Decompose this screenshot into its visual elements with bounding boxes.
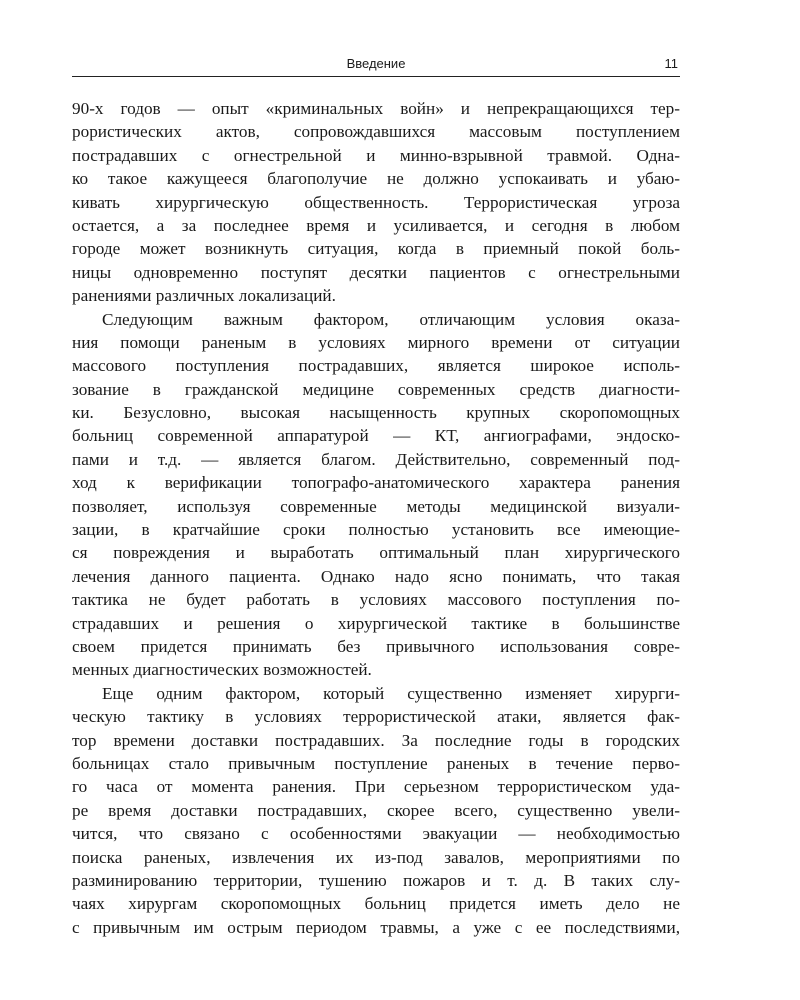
- text-line: зации, в кратчайшие сроки полностью установить все имеющие-: [72, 520, 680, 540]
- running-head: [72, 54, 680, 76]
- text-line: пострадавших с огнестрельной и минно-взрывной травмой. Одна-: [72, 145, 680, 165]
- header-rule: [72, 76, 680, 77]
- text-line: лечения данного пациента. Однако надо ясно понимать, что такая: [72, 566, 680, 586]
- text-line: ко такое кажущееся благополучие не должно успокаивать и убаю-: [72, 169, 680, 189]
- text-line: больниц современной аппаратурой — КТ, ангиографами, эндоско-: [72, 426, 680, 446]
- page-number: 11: [664, 56, 678, 71]
- text-line: Следующим важным фактором, отличающим условия оказа-: [102, 309, 680, 329]
- paragraph-3: [72, 682, 680, 939]
- text-line: тор времени доставки пострадавших. За последние годы в городских: [72, 730, 680, 750]
- text-line: ся повреждения и выработать оптимальный план хирургического: [72, 543, 680, 563]
- text-line: го часа от момента ранения. При серьезном террористическом уда-: [72, 777, 680, 797]
- text-line: менных диагностических возможностей.: [72, 660, 372, 680]
- text-line: разминированию территории, тушению пожаров и т. д. В таких слу-: [72, 870, 680, 890]
- text-line: больницах стало привычным поступление раненых в течение перво-: [72, 753, 680, 773]
- text-line: позволяет, используя современные методы медицинской визуали-: [72, 496, 680, 516]
- text-line: ранениями различных локализаций.: [72, 286, 336, 306]
- text-line: кивать хирургическую общественность. Террористическая угроза: [72, 192, 680, 212]
- text-line: чаях хирургам скоропомощных больниц придется иметь дело не: [72, 894, 680, 914]
- body-text: [72, 97, 680, 939]
- text-line: 90-х годов — опыт «криминальных войн» и непрекращающихся тер-: [72, 99, 680, 118]
- text-line: рористических актов, сопровождавшихся массовым поступлением: [72, 122, 680, 142]
- text-line: Еще одним фактором, который существенно изменяет хирурги-: [102, 683, 680, 703]
- text-line: с привычным им острым периодом травмы, а уже с ее последствиями,: [72, 917, 680, 937]
- text-line: ре время доставки пострадавших, скорее всего, существенно увели-: [72, 800, 680, 820]
- text-line: ческую тактику в условиях террористической атаки, является фак-: [72, 707, 680, 727]
- text-line: ход к верификации топографо-анатомического характера ранения: [72, 473, 680, 493]
- text-line: ния помощи раненым в условиях мирного времени от ситуации: [72, 332, 680, 352]
- text-line: массового поступления пострадавших, является широкое исполь-: [72, 356, 680, 376]
- text-line: ницы одновременно поступят десятки пациентов с огнестрельными: [72, 262, 680, 282]
- text-line: городе может возникнуть ситуация, когда в приемный покой боль-: [72, 239, 680, 259]
- text-line: страдавших и решения о хирургической тактике в большинстве: [72, 613, 680, 633]
- text-line: зование в гражданской медицине современных средств диагности-: [72, 379, 680, 399]
- paragraph-1: [72, 97, 680, 308]
- text-line: ки. Безусловно, высокая насыщенность крупных скоропомощных: [72, 403, 680, 423]
- text-line: чится, что связано с особенностями эвакуации — необходимостью: [72, 824, 680, 844]
- text-line: остается, а за последнее время и усиливается, и сегодня в любом: [72, 215, 680, 235]
- text-line: пами и т.д. — является благом. Действительно, современный под-: [72, 449, 680, 469]
- running-head-title: Введение: [346, 56, 406, 71]
- paragraph-2: [72, 308, 680, 682]
- text-line: своем придется принимать без привычного использования совре-: [72, 636, 680, 656]
- text-line: поиска раненых, извлечения их из-под завалов, мероприятиями по: [72, 847, 680, 867]
- text-line: тактика не будет работать в условиях массового поступления по-: [72, 590, 680, 610]
